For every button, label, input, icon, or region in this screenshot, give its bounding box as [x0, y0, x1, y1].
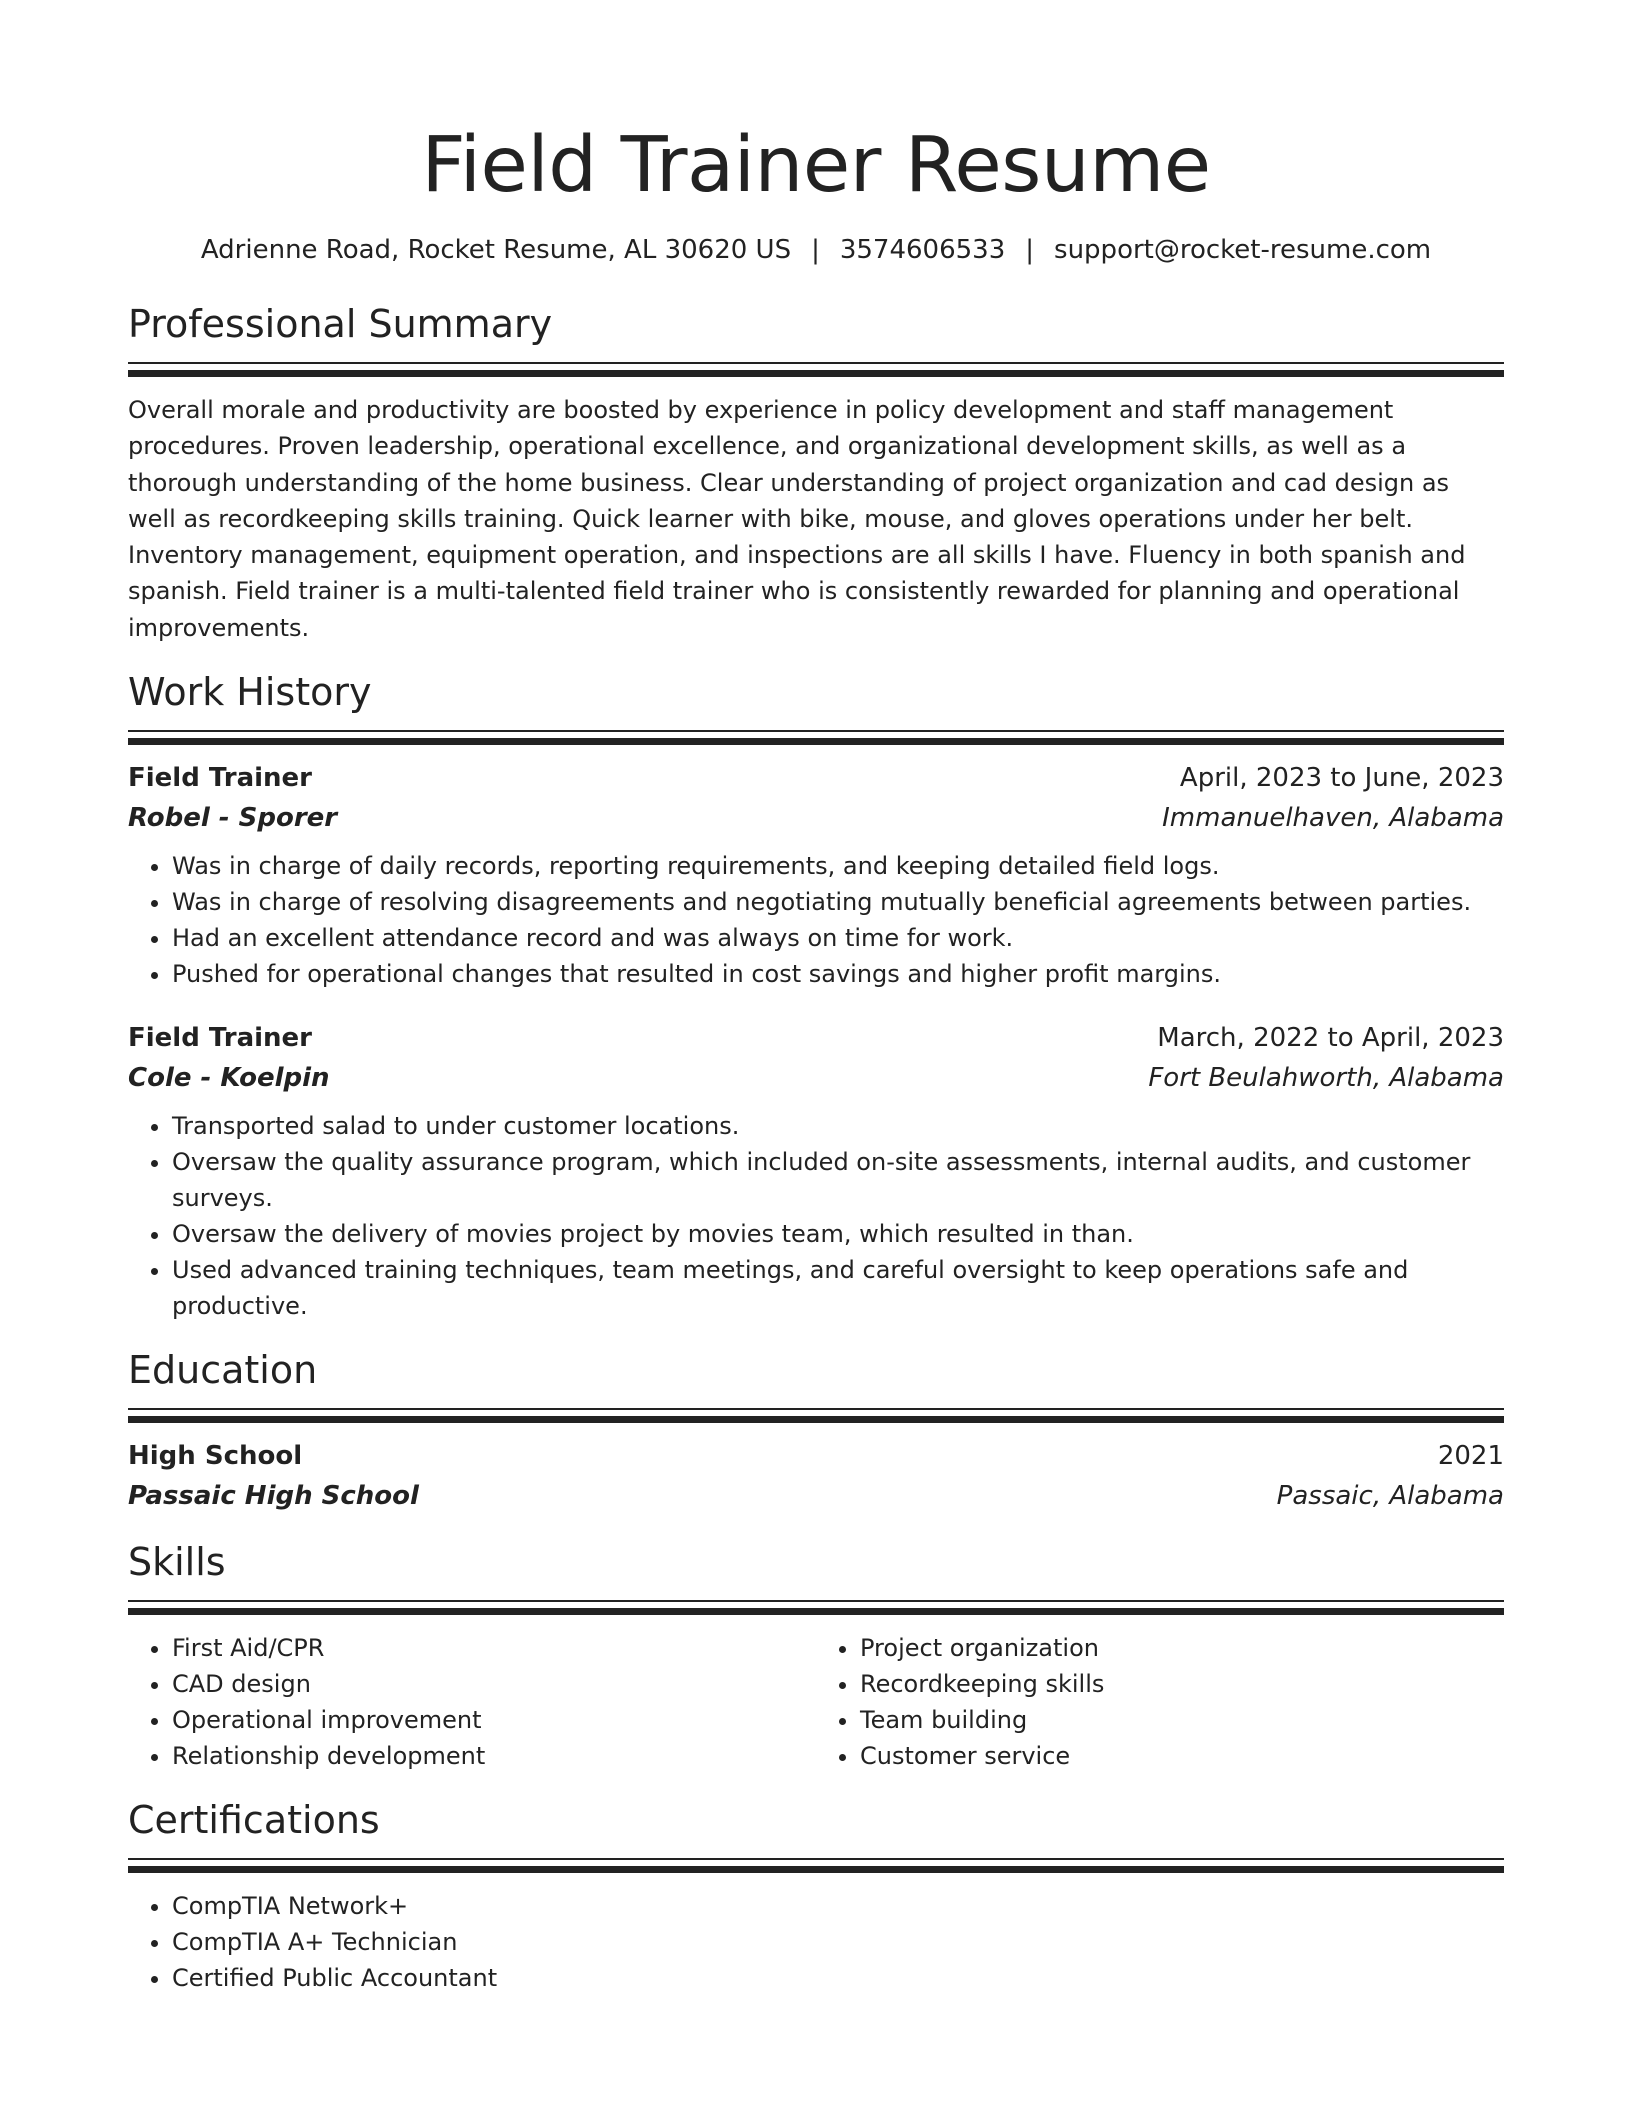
list-item: • Oversaw the delivery of movies project by movies team, which resulted in than.: [172, 1216, 1504, 1252]
separator: |: [1025, 235, 1035, 265]
list-item: • Oversaw the quality assurance program, which included on-site assessments, internal audits, and customer surveys.: [172, 1144, 1504, 1216]
skill-item: • Operational improvement: [172, 1702, 816, 1738]
skills-grid: [128, 1630, 1504, 1774]
education-section: [128, 1346, 1504, 1516]
education-year: 2021: [1437, 1441, 1504, 1472]
job-title: Field Trainer: [128, 763, 313, 794]
skill-item: • Team building: [860, 1702, 1504, 1738]
resume-title: Field Trainer Resume: [421, 121, 1211, 210]
skills-section: [128, 1538, 1504, 1774]
job-company: Robel - Sporer: [128, 803, 338, 834]
job-subheader: [128, 1058, 1504, 1098]
education-entry: [128, 1436, 1504, 1516]
certifications-list: [128, 1888, 1504, 1996]
skill-item: • CAD design: [172, 1666, 816, 1702]
job-location: Immanuelhaven, Alabama: [1162, 803, 1504, 834]
separator: |: [811, 235, 820, 265]
list-item: • Was in charge of daily records, reporting requirements, and keeping detailed field logs.: [172, 848, 1504, 884]
job-bullets: [128, 1108, 1504, 1324]
job-location: Fort Beulahworth, Alabama: [1148, 1063, 1504, 1094]
section-title-skills: Skills: [128, 1540, 226, 1585]
section-divider: [128, 1408, 1504, 1424]
skill-item: • Customer service: [860, 1738, 1504, 1774]
phone: 3574606533: [839, 235, 1006, 265]
skills-list-right: [816, 1630, 1504, 1774]
section-title-certifications: Certifications: [128, 1798, 380, 1843]
email: support@rocket-resume.com: [1054, 235, 1432, 265]
contact-line: [128, 232, 1504, 268]
certifications-section: [128, 1796, 1504, 1996]
job-company: Cole - Koelpin: [128, 1063, 330, 1094]
section-title-work: Work History: [128, 670, 372, 715]
job-bullets: [128, 848, 1504, 992]
school-location: Passaic, Alabama: [1276, 1481, 1504, 1512]
summary-text: Overall morale and productivity are boosted by experience in policy development and staff management procedures. Proven leadership, operational excellence, and organizational development skills, as well as a thorough understanding of the home business. Clear understanding of project organization and cad design as well as recordkeeping skills training. Quick learner with bike, mouse, and gloves operations under her belt. Inventory management, equipment operation, and inspections are all skills I have. Fluency in both spanish and spanish. Field trainer is a multi-talented field trainer who is consistently rewarded for planning and operational improvements.: [128, 396, 1466, 642]
education-header: [128, 1436, 1504, 1476]
skill-item: • Project organization: [860, 1630, 1504, 1666]
job-subheader: [128, 798, 1504, 838]
section-divider: [128, 362, 1504, 378]
section-divider: [128, 730, 1504, 746]
section-divider: [128, 1858, 1504, 1874]
section-divider: [128, 1600, 1504, 1616]
skills-list-left: [128, 1630, 816, 1774]
work-history-section: [128, 668, 1504, 1324]
summary-section: [128, 300, 1504, 646]
section-title-summary: Professional Summary: [128, 302, 553, 346]
section-title-education: Education: [128, 1348, 318, 1393]
skill-item: • Recordkeeping skills: [860, 1666, 1504, 1702]
certification-item: • CompTIA Network+: [172, 1888, 1504, 1924]
job-header: [128, 758, 1504, 798]
certification-item: • CompTIA A+ Technician: [172, 1924, 1504, 1960]
degree: High School: [128, 1441, 303, 1472]
address: Adrienne Road, Rocket Resume, AL 30620 US: [200, 235, 792, 265]
job-dates: March, 2022 to April, 2023: [1157, 1023, 1504, 1054]
job-header: [128, 1018, 1504, 1058]
list-item: • Pushed for operational changes that resulted in cost savings and higher profit margins.: [172, 956, 1504, 992]
job-title: Field Trainer: [128, 1023, 313, 1054]
certification-item: • Certified Public Accountant: [172, 1960, 1504, 1996]
list-item: • Had an excellent attendance record and was always on time for work.: [172, 920, 1504, 956]
school-name: Passaic High School: [128, 1481, 419, 1512]
list-item: • Was in charge of resolving disagreements and negotiating mutually beneficial agreements between parties.: [172, 884, 1504, 920]
list-item: • Used advanced training techniques, team meetings, and careful oversight to keep operations safe and productive.: [172, 1252, 1504, 1324]
skill-item: • Relationship development: [172, 1738, 816, 1774]
job-entry: [128, 1018, 1504, 1324]
list-item: • Transported salad to under customer locations.: [172, 1108, 1504, 1144]
job-entry: [128, 758, 1504, 992]
job-dates: April, 2023 to June, 2023: [1179, 763, 1504, 794]
education-subheader: [128, 1476, 1504, 1516]
skill-item: • First Aid/CPR: [172, 1630, 816, 1666]
